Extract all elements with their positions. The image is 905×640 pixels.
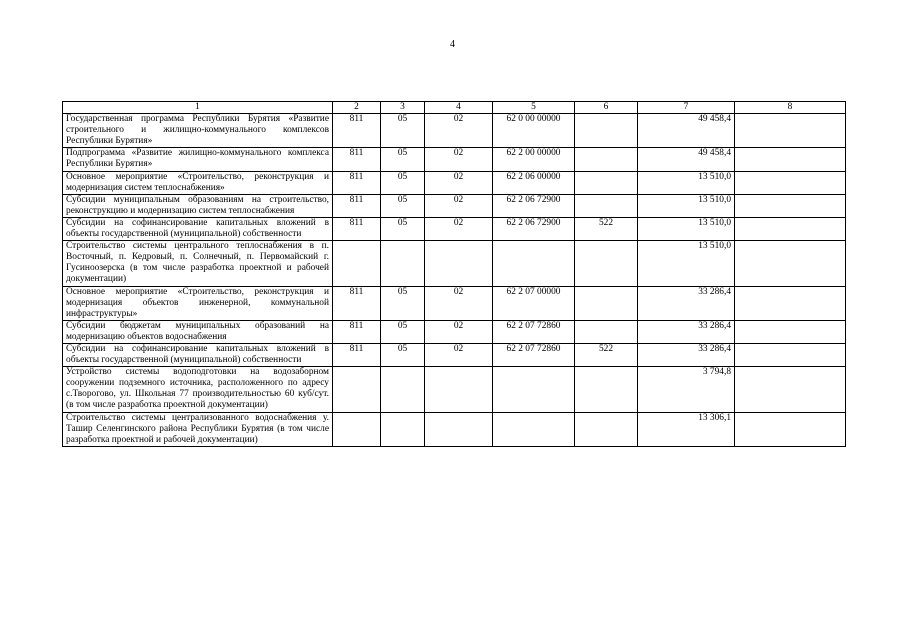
amount-cell: 13 306,1 — [638, 412, 735, 446]
expense-type-cell: 522 — [575, 343, 638, 366]
expense-type-cell — [575, 367, 638, 412]
amount-cell: 13 510,0 — [638, 241, 735, 286]
section-cell — [381, 241, 425, 286]
expense-type-cell — [575, 320, 638, 343]
table-row — [63, 241, 846, 286]
expense-type-cell — [575, 194, 638, 217]
col8-cell — [735, 171, 846, 194]
amount-cell: 13 510,0 — [638, 194, 735, 217]
row-description: Государственная программа Республики Бурятия «Развитие строительного и жилищно-коммунального комплексов Республики Бурятия» — [63, 114, 333, 148]
target-article-cell: 62 2 07 72860 — [493, 343, 575, 366]
grbs-cell: 811 — [333, 114, 381, 148]
page-number: 4 — [450, 39, 455, 50]
table-row — [63, 367, 846, 412]
section-cell — [381, 412, 425, 446]
header-cell: 4 — [425, 102, 493, 114]
header-cell: 2 — [333, 102, 381, 114]
amount-cell: 49 458,4 — [638, 148, 735, 171]
header-cell: 1 — [63, 102, 333, 114]
subsection-cell: 02 — [425, 286, 493, 320]
section-cell: 05 — [381, 343, 425, 366]
budget-table — [62, 101, 846, 447]
col8-cell — [735, 320, 846, 343]
grbs-cell: 811 — [333, 171, 381, 194]
amount-cell: 33 286,4 — [638, 320, 735, 343]
table-row — [63, 217, 846, 240]
target-article-cell: 62 2 00 00000 — [493, 148, 575, 171]
table-row — [63, 148, 846, 171]
grbs-cell: 811 — [333, 286, 381, 320]
col8-cell — [735, 286, 846, 320]
subsection-cell: 02 — [425, 320, 493, 343]
expense-type-cell — [575, 286, 638, 320]
grbs-cell — [333, 241, 381, 286]
target-article-cell — [493, 412, 575, 446]
section-cell — [381, 367, 425, 412]
col8-cell — [735, 412, 846, 446]
target-article-cell: 62 2 06 72900 — [493, 217, 575, 240]
col8-cell — [735, 148, 846, 171]
amount-cell: 3 794,8 — [638, 367, 735, 412]
table-row — [63, 194, 846, 217]
row-description: Строительство системы центрального теплоснабжения в п. Восточный, п. Кедровый, п. Солнечный, п. Первомайский г. Гусиноозерска (в том числе разработка проектной и рабочей документации) — [63, 241, 333, 286]
section-cell: 05 — [381, 320, 425, 343]
section-cell: 05 — [381, 194, 425, 217]
section-cell: 05 — [381, 171, 425, 194]
target-article-cell: 62 2 07 72860 — [493, 320, 575, 343]
row-description: Субсидии муниципальным образованиям на строительство, реконструкцию и модернизацию систем теплоснабжения — [63, 194, 333, 217]
col8-cell — [735, 241, 846, 286]
row-description: Субсидии бюджетам муниципальных образований на модернизацию объектов водоснабжения — [63, 320, 333, 343]
grbs-cell: 811 — [333, 320, 381, 343]
amount-cell: 33 286,4 — [638, 286, 735, 320]
header-cell: 7 — [638, 102, 735, 114]
header-cell: 5 — [493, 102, 575, 114]
row-description: Основное мероприятие «Строительство, реконструкция и модернизация систем теплоснабжения» — [63, 171, 333, 194]
section-cell: 05 — [381, 148, 425, 171]
subsection-cell: 02 — [425, 194, 493, 217]
subsection-cell: 02 — [425, 171, 493, 194]
grbs-cell: 811 — [333, 148, 381, 171]
row-description: Устройство системы водоподготовки на водозаборном сооружении подземного источника, расположенного по адресу с.Творогово, ул. Школьная 77 производительностью 60 куб/сут. (в том числе разработка проектной документации) — [63, 367, 333, 412]
table-row — [63, 286, 846, 320]
table-row — [63, 412, 846, 446]
table-row — [63, 320, 846, 343]
header-cell: 8 — [735, 102, 846, 114]
section-cell: 05 — [381, 217, 425, 240]
target-article-cell — [493, 367, 575, 412]
row-description: Основное мероприятие «Строительство, реконструкция и модернизация объектов инженерной, коммунальной инфраструктуры» — [63, 286, 333, 320]
col8-cell — [735, 114, 846, 148]
header-cell: 3 — [381, 102, 425, 114]
table-row — [63, 171, 846, 194]
col8-cell — [735, 217, 846, 240]
row-description: Строительство системы централизованного водоснабжения у. Ташир Селенгинского района Республики Бурятия (в том числе разработка проектной и рабочей документации) — [63, 412, 333, 446]
row-description: Субсидии на софинансирование капитальных вложений в объекты государственной (муниципальной) собственности — [63, 343, 333, 366]
col8-cell — [735, 367, 846, 412]
row-description: Субсидии на софинансирование капитальных вложений в объекты государственной (муниципальной) собственности — [63, 217, 333, 240]
expense-type-cell — [575, 171, 638, 194]
grbs-cell: 811 — [333, 343, 381, 366]
subsection-cell: 02 — [425, 343, 493, 366]
section-cell: 05 — [381, 114, 425, 148]
grbs-cell: 811 — [333, 217, 381, 240]
subsection-cell: 02 — [425, 217, 493, 240]
header-row — [63, 102, 846, 114]
row-description: Подпрограмма «Развитие жилищно-коммунального комплекса Республики Бурятия» — [63, 148, 333, 171]
expense-type-cell: 522 — [575, 217, 638, 240]
expense-type-cell — [575, 114, 638, 148]
amount-cell: 13 510,0 — [638, 217, 735, 240]
col8-cell — [735, 343, 846, 366]
col8-cell — [735, 194, 846, 217]
subsection-cell — [425, 367, 493, 412]
expense-type-cell — [575, 241, 638, 286]
section-cell: 05 — [381, 286, 425, 320]
target-article-cell: 62 2 06 72900 — [493, 194, 575, 217]
subsection-cell: 02 — [425, 148, 493, 171]
amount-cell: 13 510,0 — [638, 171, 735, 194]
amount-cell: 49 458,4 — [638, 114, 735, 148]
table-row — [63, 114, 846, 148]
grbs-cell — [333, 367, 381, 412]
subsection-cell — [425, 241, 493, 286]
amount-cell: 33 286,4 — [638, 343, 735, 366]
target-article-cell: 62 2 07 00000 — [493, 286, 575, 320]
subsection-cell: 02 — [425, 114, 493, 148]
target-article-cell — [493, 241, 575, 286]
header-cell: 6 — [575, 102, 638, 114]
target-article-cell: 62 0 00 00000 — [493, 114, 575, 148]
target-article-cell: 62 2 06 00000 — [493, 171, 575, 194]
subsection-cell — [425, 412, 493, 446]
grbs-cell — [333, 412, 381, 446]
grbs-cell: 811 — [333, 194, 381, 217]
expense-type-cell — [575, 412, 638, 446]
expense-type-cell — [575, 148, 638, 171]
table-row — [63, 343, 846, 366]
